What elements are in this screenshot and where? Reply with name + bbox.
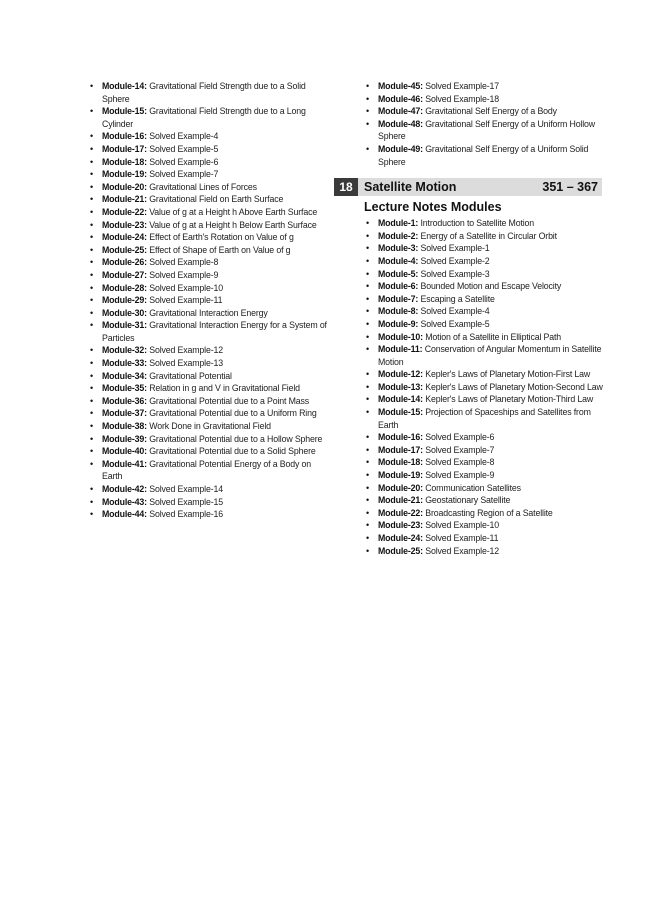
module-label: Module-30:: [102, 307, 147, 318]
module-item: [88, 156, 328, 169]
module-title: Solved Example-5: [149, 143, 219, 154]
module-item: [364, 368, 604, 381]
module-title: Gravitational Field Strength due to a Long Cylinder: [102, 106, 306, 129]
module-label: Module-42:: [102, 484, 147, 494]
module-title: Relation in g and V in Gravitational Field: [149, 383, 300, 394]
bullet-icon: •: [90, 446, 94, 457]
module-title: Solved Example-10: [425, 520, 499, 531]
left-column: [88, 80, 328, 521]
module-label: Module-25:: [102, 244, 147, 255]
bullet-icon: •: [90, 370, 94, 381]
module-label: Module-31:: [102, 320, 147, 331]
module-label: Module-2:: [378, 230, 419, 241]
bullet-icon: •: [90, 458, 94, 469]
module-item: [88, 130, 328, 143]
module-label: Module-40:: [102, 446, 147, 457]
bullet-icon: •: [366, 255, 370, 266]
module-label: Module-20:: [102, 181, 147, 192]
bullet-icon: •: [366, 268, 370, 279]
module-label: Module-18:: [378, 457, 423, 468]
bullet-icon: •: [366, 293, 370, 304]
module-item: [88, 269, 328, 282]
module-item: [88, 231, 328, 244]
module-label: Module-15:: [102, 106, 147, 117]
module-title: Gravitational Potential due to a Uniform Ring: [149, 408, 317, 419]
module-label: Module-47:: [378, 106, 423, 117]
module-label: Module-21:: [102, 194, 147, 205]
bullet-icon: •: [366, 218, 370, 229]
module-item: [364, 230, 604, 243]
chapter-title: Satellite Motion: [364, 180, 457, 195]
bullet-icon: •: [90, 81, 94, 91]
bullet-icon: •: [90, 484, 94, 494]
module-item: [88, 433, 328, 446]
bullet-icon: •: [90, 244, 94, 255]
module-item: [364, 242, 604, 255]
module-label: Module-32:: [102, 345, 147, 356]
module-item: [364, 406, 604, 431]
module-title: Gravitational Self Energy of a Body: [425, 106, 557, 117]
module-title: Solved Example-8: [149, 257, 219, 268]
module-item: [88, 80, 328, 105]
module-title: Gravitational Interaction Energy: [149, 307, 268, 318]
module-item: [364, 105, 604, 118]
module-item: [364, 507, 604, 520]
module-item: [364, 305, 604, 318]
module-item: [364, 545, 604, 558]
module-item: [88, 420, 328, 433]
module-title: Gravitational Interaction Energy for a System of Particles: [102, 320, 327, 343]
bullet-icon: •: [366, 230, 370, 241]
bullet-icon: •: [90, 395, 94, 406]
module-item: [364, 343, 604, 368]
bullet-icon: •: [90, 383, 94, 394]
module-item: [88, 458, 328, 483]
bullet-icon: •: [90, 496, 94, 507]
module-label: Module-11:: [378, 344, 423, 355]
bullet-icon: •: [90, 307, 94, 318]
module-label: Module-8:: [378, 306, 419, 317]
bullet-icon: •: [90, 219, 94, 230]
module-label: Module-48:: [378, 118, 423, 129]
module-label: Module-45:: [378, 81, 423, 91]
module-title: Solved Example-4: [149, 131, 219, 142]
bullet-icon: •: [90, 421, 94, 432]
module-label: Module-39:: [102, 433, 147, 444]
module-item: [88, 483, 328, 496]
bullet-icon: •: [366, 243, 370, 254]
module-item: [364, 268, 604, 281]
module-label: Module-9:: [378, 318, 419, 329]
module-item: [88, 407, 328, 420]
module-item: [88, 244, 328, 257]
module-item: [364, 143, 604, 168]
bullet-icon: •: [366, 444, 370, 455]
bullet-icon: •: [90, 295, 94, 306]
module-item: [88, 445, 328, 458]
module-label: Module-16:: [378, 432, 423, 443]
module-item: [88, 105, 328, 130]
module-label: Module-24:: [378, 533, 423, 543]
chapter-number: 18: [334, 178, 358, 196]
module-title: Solved Example-8: [425, 457, 495, 468]
module-label: Module-14:: [102, 81, 147, 91]
module-item: [88, 168, 328, 181]
module-label: Module-7:: [378, 293, 419, 304]
module-label: Module-19:: [102, 169, 147, 180]
module-item: [88, 206, 328, 219]
module-title: Solved Example-9: [149, 269, 219, 280]
bullet-icon: •: [366, 394, 370, 405]
module-label: Module-18:: [102, 156, 147, 167]
module-label: Module-19:: [378, 470, 423, 481]
module-label: Module-21:: [378, 495, 423, 506]
module-title: Escaping a Satellite: [420, 293, 495, 304]
module-item: [88, 357, 328, 370]
module-title: Projection of Spaceships and Satellites from Earth: [378, 407, 591, 430]
module-label: Module-16:: [102, 131, 147, 142]
bullet-icon: •: [366, 482, 370, 493]
module-label: Module-24:: [102, 232, 147, 243]
module-item: [88, 344, 328, 357]
module-item: [88, 382, 328, 395]
module-label: Module-46:: [378, 93, 423, 104]
module-item: [364, 532, 604, 545]
module-title: Gravitational Field on Earth Surface: [149, 194, 284, 205]
module-item: [88, 256, 328, 269]
chapter-header: [334, 178, 602, 196]
module-title: Solved Example-17: [425, 81, 499, 91]
bullet-icon: •: [366, 318, 370, 329]
bullet-icon: •: [90, 206, 94, 217]
left-module-list: [88, 80, 328, 521]
module-label: Module-12:: [378, 369, 423, 380]
bullet-icon: •: [90, 433, 94, 444]
module-label: Module-43:: [102, 496, 147, 507]
module-title: Solved Example-12: [425, 545, 499, 556]
bullet-icon: •: [366, 457, 370, 468]
module-title: Solved Example-11: [425, 533, 499, 543]
bullet-icon: •: [366, 507, 370, 518]
module-label: Module-22:: [378, 507, 423, 518]
module-title: Solved Example-5: [420, 318, 490, 329]
right-top-module-list: [364, 80, 604, 168]
module-label: Module-3:: [378, 243, 419, 254]
module-label: Module-34:: [102, 370, 147, 381]
bullet-icon: •: [366, 306, 370, 317]
module-title: Solved Example-3: [420, 268, 490, 279]
bullet-icon: •: [90, 509, 94, 520]
module-title: Solved Example-7: [149, 169, 219, 180]
bullet-icon: •: [90, 232, 94, 243]
module-label: Module-5:: [378, 268, 419, 279]
module-label: Module-26:: [102, 257, 147, 268]
module-title: Gravitational Field Strength due to a Solid Sphere: [102, 81, 306, 104]
module-title: Gravitational Potential due to a Point Mass: [149, 395, 310, 406]
module-title: Solved Example-12: [149, 345, 223, 356]
module-title: Conservation of Angular Momentum in Satellite Motion: [378, 344, 602, 367]
module-label: Module-22:: [102, 206, 147, 217]
module-label: Module-29:: [102, 295, 147, 306]
module-item: [364, 519, 604, 532]
module-title: Solved Example-2: [420, 255, 490, 266]
module-label: Module-38:: [102, 421, 147, 432]
bullet-icon: •: [90, 408, 94, 419]
module-label: Module-41:: [102, 458, 147, 469]
module-item: [364, 469, 604, 482]
module-item: [88, 143, 328, 156]
module-label: Module-1:: [378, 218, 419, 229]
bullet-icon: •: [366, 331, 370, 342]
module-title: Work Done in Gravitational Field: [149, 421, 271, 432]
module-title: Motion of a Satellite in Elliptical Path: [425, 331, 562, 342]
module-label: Module-14:: [378, 394, 423, 405]
module-title: Broadcasting Region of a Satellite: [425, 507, 553, 518]
module-title: Solved Example-6: [149, 156, 219, 167]
module-label: Module-23:: [378, 520, 423, 531]
bullet-icon: •: [366, 344, 370, 355]
module-item: [364, 217, 604, 230]
module-title: Value of g at a Height h Above Earth Surface: [149, 206, 318, 217]
module-title: Effect of Earth's Rotation on Value of g: [149, 232, 294, 243]
bullet-icon: •: [90, 194, 94, 205]
module-title: Solved Example-15: [149, 496, 223, 507]
right-column: [339, 80, 604, 557]
module-item: [88, 395, 328, 408]
bullet-icon: •: [366, 143, 370, 154]
bullet-icon: •: [366, 281, 370, 292]
module-title: Solved Example-18: [425, 93, 499, 104]
module-item: [364, 381, 604, 394]
bullet-icon: •: [366, 381, 370, 392]
module-label: Module-33:: [102, 358, 147, 369]
module-title: Kepler's Laws of Planetary Motion-First Law: [425, 369, 591, 380]
module-label: Module-25:: [378, 545, 423, 556]
bullet-icon: •: [90, 131, 94, 142]
module-label: Module-6:: [378, 281, 419, 292]
module-item: [364, 482, 604, 495]
bullet-icon: •: [90, 358, 94, 369]
module-title: Solved Example-14: [149, 484, 223, 494]
module-label: Module-37:: [102, 408, 147, 419]
section-title: Lecture Notes Modules: [364, 200, 502, 215]
module-label: Module-36:: [102, 395, 147, 406]
module-item: [364, 293, 604, 306]
module-item: [364, 444, 604, 457]
module-title: Gravitational Potential: [149, 370, 232, 381]
module-item: [364, 93, 604, 106]
module-title: Solved Example-10: [149, 282, 223, 293]
module-title: Geostationary Satellite: [425, 495, 511, 506]
bullet-icon: •: [90, 181, 94, 192]
bullet-icon: •: [90, 269, 94, 280]
module-item: [88, 496, 328, 509]
module-label: Module-49:: [378, 143, 423, 154]
module-item: [364, 393, 604, 406]
module-item: [88, 307, 328, 320]
module-label: Module-44:: [102, 509, 147, 520]
module-title: Kepler's Laws of Planetary Motion-Third Law: [425, 394, 594, 405]
bullet-icon: •: [366, 118, 370, 129]
bullet-icon: •: [366, 545, 370, 556]
module-item: [88, 219, 328, 232]
bullet-icon: •: [90, 345, 94, 356]
module-label: Module-23:: [102, 219, 147, 230]
chapter-page-range: 351 – 367: [542, 180, 598, 195]
module-item: [364, 318, 604, 331]
module-title: Gravitational Potential due to a Solid Sphere: [149, 446, 316, 457]
module-title: Energy of a Satellite in Circular Orbit: [420, 230, 557, 241]
bullet-icon: •: [90, 143, 94, 154]
module-item: [364, 118, 604, 143]
bullet-icon: •: [90, 320, 94, 331]
module-title: Solved Example-11: [149, 295, 223, 306]
bullet-icon: •: [366, 93, 370, 104]
module-title: Gravitational Self Energy of a Uniform Hollow Sphere: [378, 118, 595, 142]
bullet-icon: •: [366, 432, 370, 443]
module-item: [88, 370, 328, 383]
module-item: [364, 456, 604, 469]
module-title: Communication Satellites: [425, 482, 521, 493]
module-item: [364, 280, 604, 293]
module-title: Solved Example-13: [149, 358, 223, 369]
module-label: Module-20:: [378, 482, 423, 493]
module-title: Gravitational Lines of Forces: [149, 181, 257, 192]
module-item: [88, 193, 328, 206]
module-title: Introduction to Satellite Motion: [420, 218, 535, 229]
module-title: Solved Example-7: [425, 444, 495, 455]
module-title: Gravitational Potential Energy of a Body on Earth: [102, 458, 312, 482]
bullet-icon: •: [90, 282, 94, 293]
module-title: Solved Example-1: [420, 243, 490, 254]
right-module-list: [364, 217, 604, 557]
module-title: Solved Example-16: [149, 509, 223, 520]
bullet-icon: •: [366, 470, 370, 481]
bullet-icon: •: [90, 257, 94, 268]
module-label: Module-10:: [378, 331, 423, 342]
module-title: Value of g at a Height h Below Earth Surface: [149, 219, 317, 230]
module-title: Effect of Shape of Earth on Value of g: [149, 244, 291, 255]
bullet-icon: •: [90, 169, 94, 180]
module-title: Bounded Motion and Escape Velocity: [420, 281, 562, 292]
module-title: Solved Example-4: [420, 306, 490, 317]
bullet-icon: •: [366, 533, 370, 543]
module-title: Solved Example-9: [425, 470, 495, 481]
module-label: Module-28:: [102, 282, 147, 293]
module-item: [88, 508, 328, 521]
bullet-icon: •: [366, 495, 370, 506]
bullet-icon: •: [366, 407, 370, 418]
module-title: Gravitational Potential due to a Hollow Sphere: [149, 433, 323, 444]
module-title: Solved Example-6: [425, 432, 495, 443]
module-item: [364, 331, 604, 344]
module-item: [364, 431, 604, 444]
module-item: [88, 294, 328, 307]
module-item: [88, 282, 328, 295]
module-item: [364, 494, 604, 507]
module-title: Gravitational Self Energy of a Uniform Solid Sphere: [378, 143, 589, 167]
module-item: [88, 181, 328, 194]
module-label: Module-15:: [378, 407, 423, 418]
module-label: Module-17:: [378, 444, 423, 455]
bullet-icon: •: [90, 106, 94, 117]
bullet-icon: •: [366, 106, 370, 117]
module-label: Module-27:: [102, 269, 147, 280]
module-item: [88, 319, 328, 344]
bullet-icon: •: [366, 369, 370, 380]
module-item: [364, 255, 604, 268]
module-label: Module-13:: [378, 381, 423, 392]
module-label: Module-17:: [102, 143, 147, 154]
module-item: [364, 80, 604, 93]
module-label: Module-4:: [378, 255, 419, 266]
module-label: Module-35:: [102, 383, 147, 394]
bullet-icon: •: [366, 520, 370, 531]
bullet-icon: •: [366, 81, 370, 91]
bullet-icon: •: [90, 156, 94, 167]
module-title: Kepler's Laws of Planetary Motion-Second Law: [425, 381, 603, 392]
